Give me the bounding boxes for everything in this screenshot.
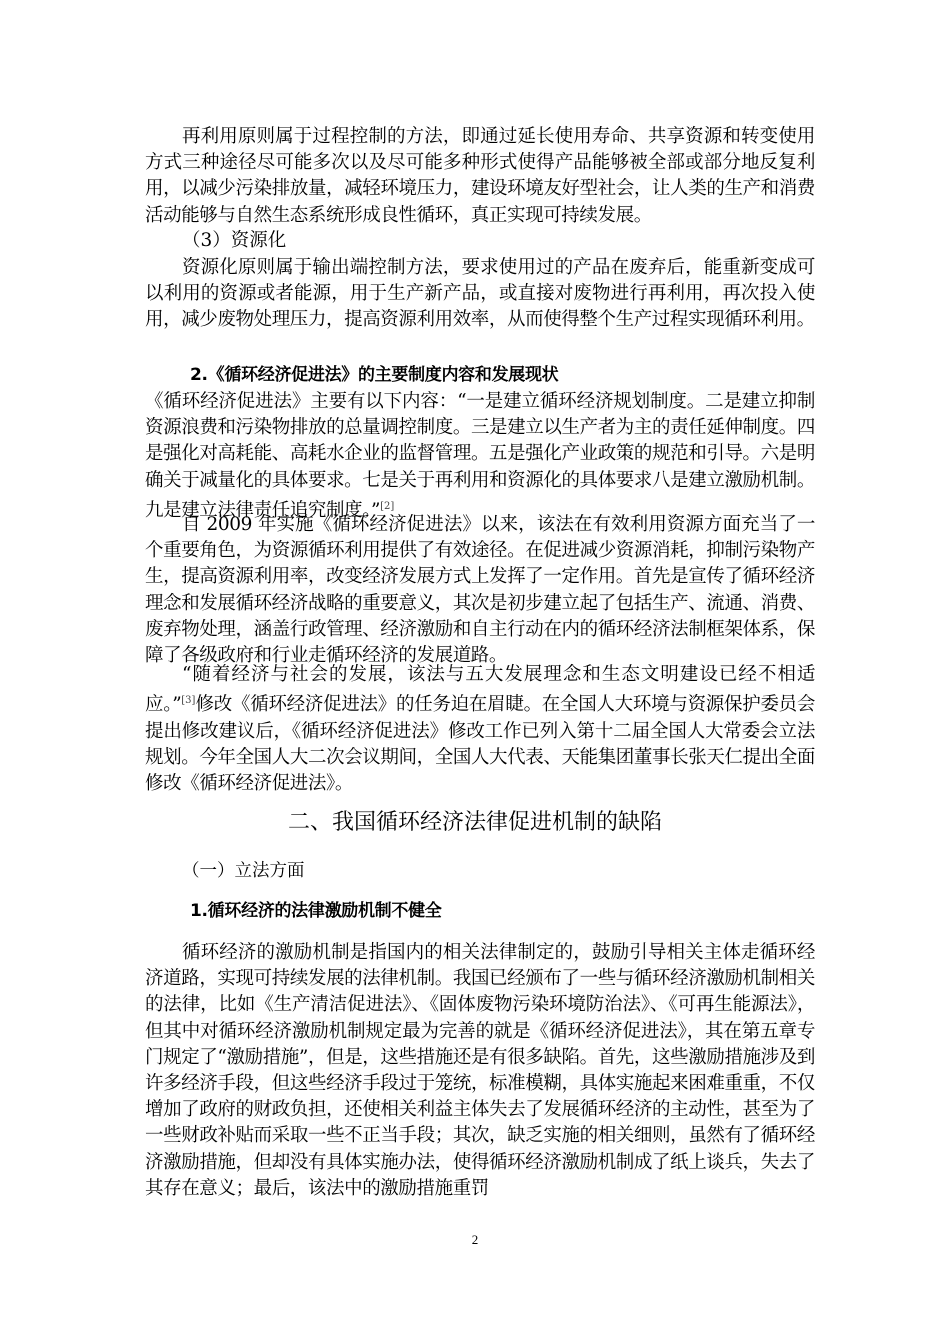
citation-ref-3: [3] — [181, 695, 196, 707]
citation-ref-2: [2] — [380, 500, 395, 512]
paragraph-law-history: 自 2009 年实施《循环经济促进法》以来，该法在有效利用资源方面充当了一个重要角色，为资源循环利用提供了有效途径。在促进减少资源消耗，抑制污染物产生，提高资源利用率，改变经济发展方式上发挥了一定作用。首先是宣传了循环经济理念和发展循环经济战略的重要意义，其次是初步建立起了包括生产、流通、消费、废弃物处理，涵盖行政管理、经济激励和自主行动在内的循环经济法制框架体系，保障了各级政府和行业走循环经济的发展道路。 — [145, 514, 815, 667]
section-heading-incentive: 1.循环经济的法律激励机制不健全 — [190, 901, 442, 921]
paragraph-resource-principle: 资源化原则属于输出端控制方法，要求使用过的产品在废弃后，能重新变成可以利用的资源或者能源，用于生产新产品，或直接对废物进行再利用，再次投入使用，减少废物处理压力，提高资源利用效率，从而使得整个生产过程实现循环利用。 — [145, 257, 815, 331]
paragraph-law-contents-text: 《循环经济促进法》主要有以下内容：“一是建立循环经济规划制度。二是建立抑制资源浪费和污染物排放的总量调控制度。三是建立以生产者为主的责任延伸制度。四是强化对高耗能、高耗水企业的监督管理。五是强化产业政策的规范和引导。六是明确关于减量化的具体要求。七是关于再利用和资源化的具体要求八是建立激励机制。九是建立法律责任追究制度。” — [145, 391, 815, 521]
paragraph-law-revision-text: 修改《循环经济促进法》的任务迫在眉睫。在全国人大环境与资源保护委员会提出修改建议后，《循环经济促进法》修改工作已列入第十二届全国人大常委会立法规划。今年全国人大二次会议期间，全国人大代表、天能集团董事长张天仁提出全面修改《循环经济促进法》。 — [145, 694, 816, 794]
paragraph-incentive-mechanism: 循环经济的激励机制是指国内的相关法律制定的，鼓励引导相关主体走循环经济道路，实现可持续发展的法律机制。我国已经颁布了一些与循环经济激励机制相关的法律，比如《生产清洁促进法》、《固体废物污染环境防治法》、《可再生能源法》，但其中对循环经济激励机制规定最为完善的就是《循环经济促进法》，其在第五章专门规定了“激励措施”，但是，这些措施还是有很多缺陷。首先，这些激励措施涉及到许多经济手段，但这些经济手段过于笼统，标准模糊，具体实施起来困难重重，不仅增加了政府的财政负担，还使相关利益主体失去了发展循环经济的主动性，甚至为了一些财政补贴而采取一些不正当手段；其次，缺乏实施的相关细则，虽然有了循环经济激励措施，但却没有具体实施办法，使得循环经济激励机制成了纸上谈兵，失去了其存在意义；最后，该法中的激励措施重罚 — [145, 942, 815, 1199]
paragraph-law-revision — [145, 662, 815, 797]
paragraph-reuse-principle: 再利用原则属于过程控制的方法，即通过延长使用寿命、共享资源和转变使用方式三种途径尽可能多次以及尽可能多种形式使得产品能够被全部或部分地反复利用，以减少污染排放量，减轻环境压力，建设环境友好型社会，让人类的生产和消费活动能够与自然生态系统形成良性循环，真正实现可持续发展。 — [145, 126, 815, 226]
subheading-resource: （3）资源化 — [182, 230, 287, 251]
section-heading-2: 2.《循环经济促进法》的主要制度内容和发展现状 — [190, 365, 559, 385]
paragraph-law-contents — [145, 389, 815, 524]
chapter-heading: 二、我国循环经济法律促进机制的缺陷 — [287, 810, 662, 835]
page-number: 2 — [471, 1232, 479, 1247]
subsection-heading-legislation: （一）立法方面 — [182, 861, 305, 881]
paragraph-law-revision-quote: “随着经济与社会的发展，该法与五大发展理念和生态文明建设已经不相适应。” — [145, 664, 815, 716]
